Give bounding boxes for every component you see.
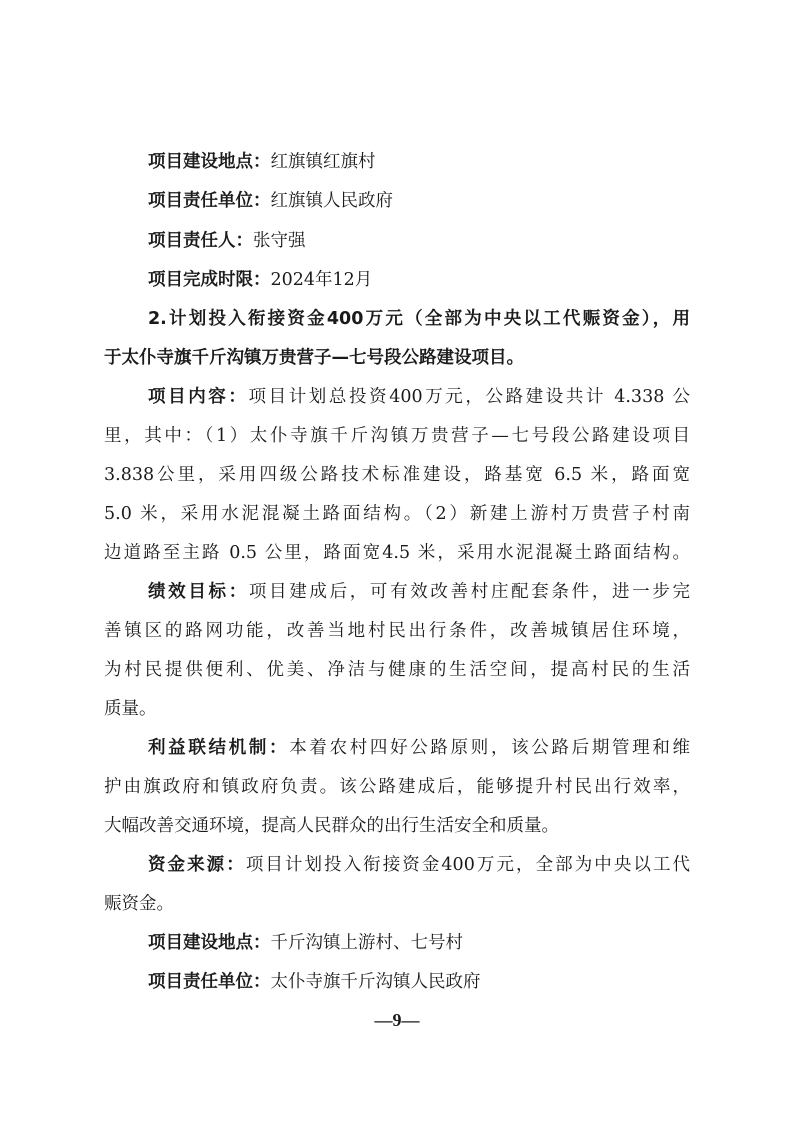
responsible-person-line: [148, 223, 794, 259]
field-label: 利益联结机制：: [148, 738, 290, 758]
body-line: 善镇区的路网功能，改善当地村民出行条件，改善城镇居住环境，: [104, 621, 690, 641]
field-label: 资金来源：: [148, 855, 246, 875]
performance-goal-line: [148, 574, 690, 610]
funding-source-line: [148, 847, 690, 883]
field-label: 项目建设地点：: [148, 152, 271, 172]
field-label: 项目责任单位：: [148, 191, 271, 211]
benefit-mechanism-line: [148, 730, 690, 766]
field-label: 项目建设地点：: [148, 933, 271, 953]
field-value: 2024年12月: [270, 270, 373, 290]
item-heading-line: 2.计划投入衔接资金400万元（全部为中央以工代赈资金），用: [148, 309, 690, 329]
field-value: 项目计划投入衔接资金400万元，全部为中央以工代: [245, 855, 690, 875]
body-line: 边道路至主路 0.5 公里，路面宽4.5 米，采用水泥混凝土路面结构。: [104, 543, 690, 563]
body-line: 3.838公里，采用四级公路技术标准建设，路基宽 6.5 米，路面宽: [104, 465, 690, 485]
field-value: 项目计划总投资400万元，公路建设共计 4.338 公: [248, 387, 690, 407]
field-value: 红旗镇红旗村: [270, 152, 376, 172]
field-value: 张守强: [253, 231, 306, 251]
field-value: 红旗镇人民政府: [270, 191, 393, 211]
responsible-unit-line: [148, 964, 794, 1000]
body-line: 大幅改善交通环境，提高人民群众的出行生活安全和质量。: [104, 816, 559, 836]
field-value: 太仆寺旗千斤沟镇人民政府: [270, 972, 481, 992]
body-line: 赈资金。: [104, 894, 174, 914]
construction-location-line: [148, 144, 794, 180]
field-label: 项目内容：: [148, 387, 249, 407]
body-line: 质量。: [104, 699, 157, 719]
item-heading-line: 于太仆寺旗千斤沟镇万贵营子—七号段公路建设项目。: [104, 348, 524, 368]
field-label: 项目完成时限：: [148, 270, 271, 290]
field-value: 项目建成后，可有效改善村庄配套条件，进一步完: [248, 582, 690, 602]
field-value: 本着农村四好公路原则，该公路后期管理和维: [289, 738, 690, 758]
field-label: 项目责任人：: [148, 231, 253, 251]
field-label: 项目责任单位：: [148, 972, 271, 992]
responsible-unit-line: [148, 183, 794, 219]
field-value: 千斤沟镇上游村、七号村: [270, 933, 463, 953]
project-content-line: [148, 379, 690, 415]
body-line: 护由旗政府和镇政府负责。该公路建成后，能够提升村民出行效率，: [104, 777, 690, 797]
completion-deadline-line: [148, 262, 794, 298]
body-line: 为村民提供便利、优美、净洁与健康的生活空间，提高村民的生活: [104, 660, 690, 680]
field-label: 绩效目标：: [148, 582, 249, 602]
body-line: 5.0 米，采用水泥混凝土路面结构。（2）新建上游村万贵营子村南: [104, 504, 690, 524]
construction-location-line: [148, 925, 794, 961]
body-line: 里，其中：（1）太仆寺旗千斤沟镇万贵营子—七号段公路建设项目: [104, 426, 690, 446]
page-number: —9—: [374, 1010, 420, 1030]
